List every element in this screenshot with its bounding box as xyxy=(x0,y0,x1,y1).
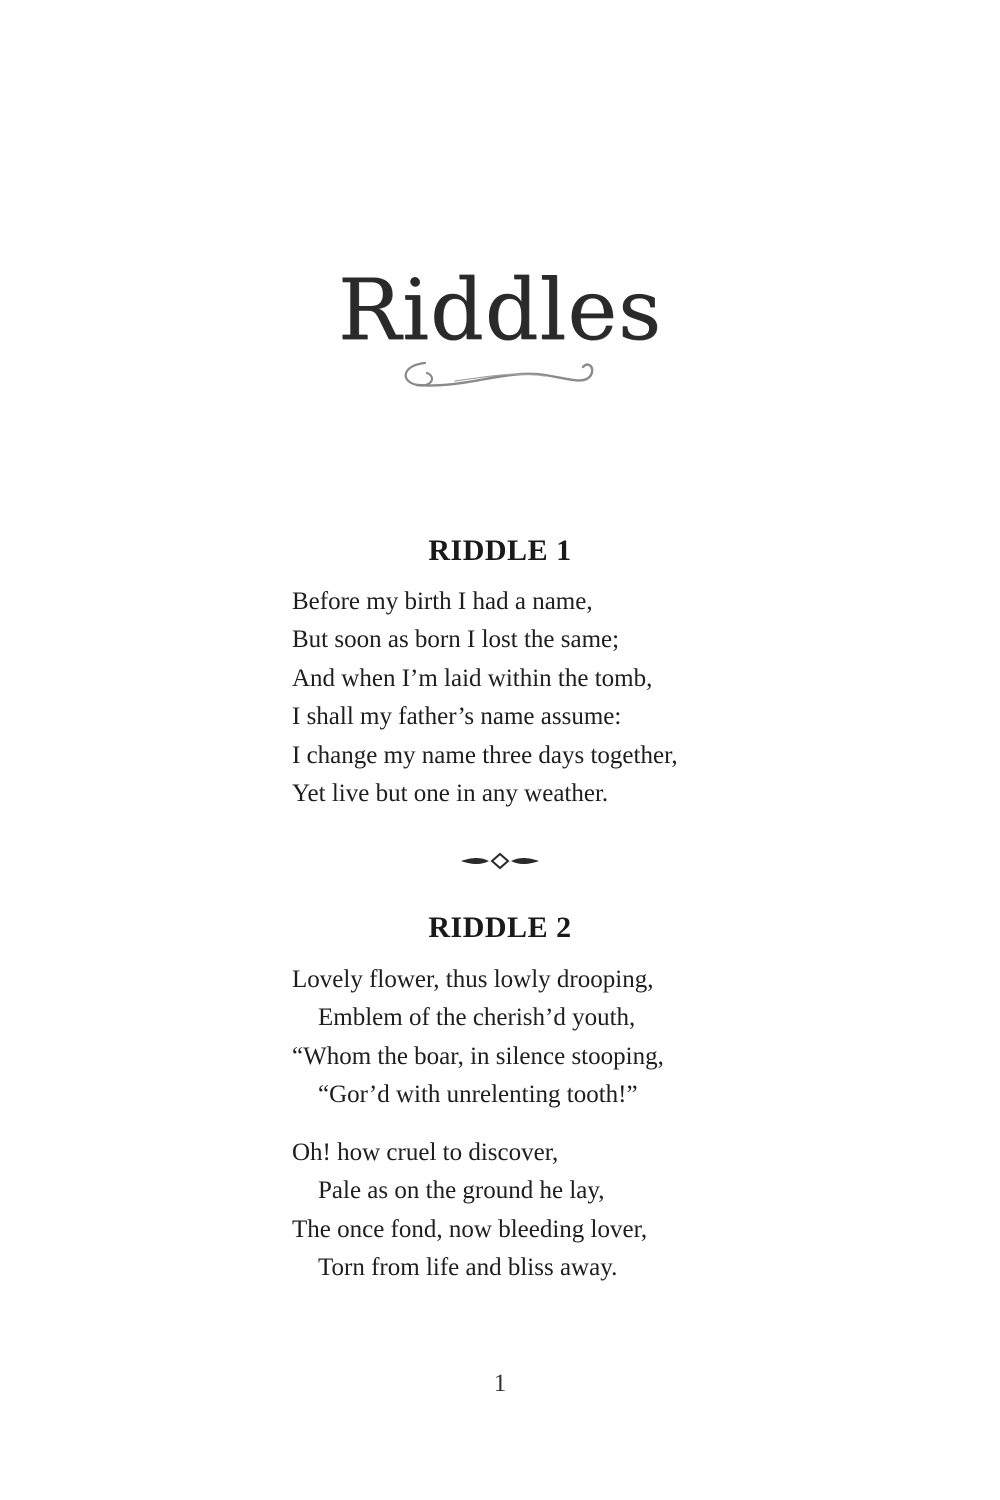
verse-line: Emblem of the cherish’d youth, xyxy=(318,1004,636,1032)
riddle-1-heading: RIDDLE 1 xyxy=(428,534,572,567)
chapter-title-block xyxy=(0,261,1000,359)
verse-line: Pale as on the ground he lay, xyxy=(318,1177,605,1205)
verse-line: Lovely flower, thus lowly drooping, xyxy=(292,966,654,993)
diamond-divider-icon xyxy=(455,851,545,871)
riddle-2-stanza-1 xyxy=(292,961,664,1115)
verse-line: Yet live but one in any weather. xyxy=(292,780,609,808)
swash-flourish-icon xyxy=(395,355,605,395)
verse-line: Torn from life and bliss away. xyxy=(318,1254,618,1282)
verse-line: “Gor’d with unrelenting tooth!” xyxy=(318,1081,638,1109)
verse-line: I change my name three days together, xyxy=(292,741,678,769)
chapter-title: Riddles xyxy=(337,261,663,359)
verse-line: But soon as born I lost the same; xyxy=(292,626,620,654)
verse-line: Oh! how cruel to discover, xyxy=(292,1139,559,1166)
verse-line: Before my birth I had a name, xyxy=(292,588,593,615)
page-number: 1 xyxy=(493,1370,507,1397)
verse-line: “Whom the boar, in silence stooping, xyxy=(292,1042,664,1070)
riddle-2-stanza-2 xyxy=(292,1134,647,1288)
riddle-2-heading: RIDDLE 2 xyxy=(428,911,572,944)
verse-line: The once fond, now bleeding lover, xyxy=(292,1215,648,1243)
riddle-1-stanza-1 xyxy=(292,583,678,813)
verse-line: I shall my father’s name assume: xyxy=(292,703,622,731)
verse-line: And when I’m laid within the tomb, xyxy=(292,664,653,692)
